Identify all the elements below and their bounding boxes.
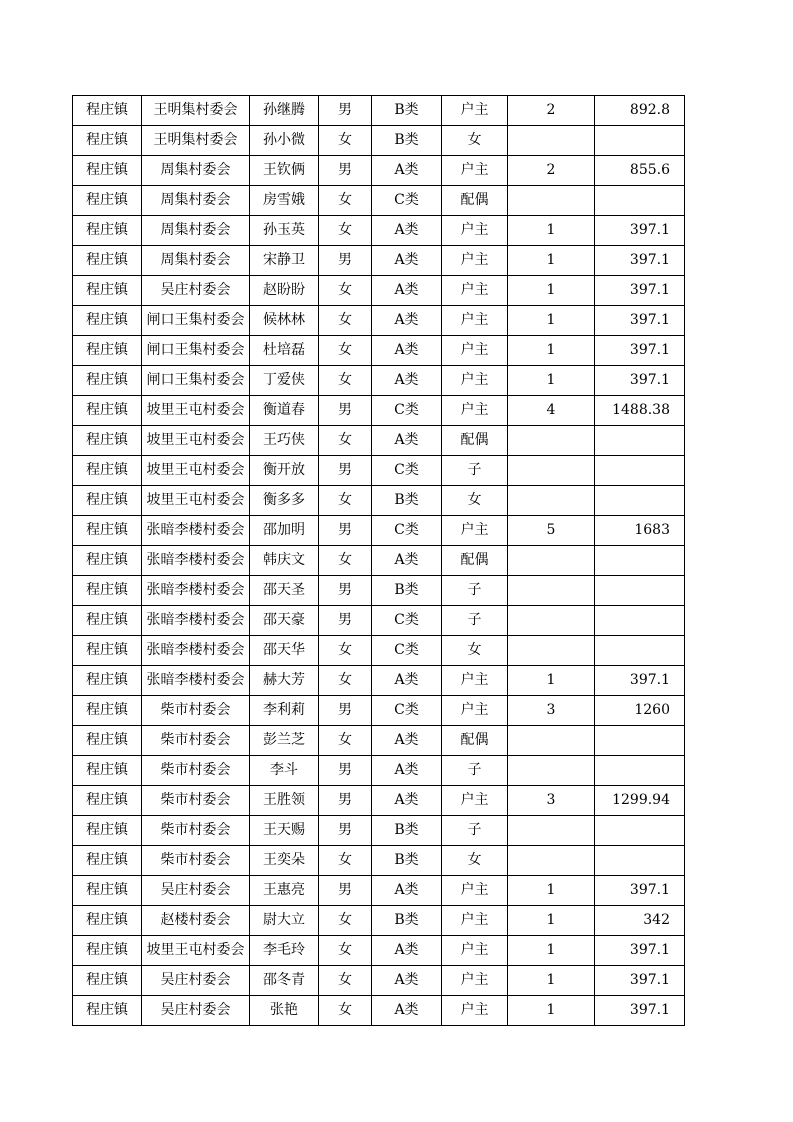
gender-cell: 男	[319, 816, 372, 846]
name-cell: 孙继腾	[250, 96, 319, 126]
town-cell: 程庄镇	[73, 396, 142, 426]
amount-cell: 397.1	[595, 306, 685, 336]
gender-cell: 女	[319, 336, 372, 366]
name-cell: 候林林	[250, 306, 319, 336]
table-row	[73, 666, 685, 696]
relation-cell: 配偶	[442, 426, 508, 456]
count-cell	[508, 576, 595, 606]
village-cell: 张暗李楼村委会	[142, 606, 250, 636]
town-cell: 程庄镇	[73, 726, 142, 756]
table-row	[73, 366, 685, 396]
gender-cell: 女	[319, 846, 372, 876]
town-cell: 程庄镇	[73, 486, 142, 516]
amount-cell: 1299.94	[595, 786, 685, 816]
amount-cell: 397.1	[595, 276, 685, 306]
gender-cell: 女	[319, 426, 372, 456]
town-cell: 程庄镇	[73, 336, 142, 366]
category-cell: B类	[372, 576, 442, 606]
category-cell: A类	[372, 546, 442, 576]
name-cell: 李利莉	[250, 696, 319, 726]
count-cell: 1	[508, 906, 595, 936]
town-cell: 程庄镇	[73, 666, 142, 696]
table-row	[73, 846, 685, 876]
relation-cell: 户主	[442, 366, 508, 396]
table-row	[73, 456, 685, 486]
table-row	[73, 906, 685, 936]
category-cell: A类	[372, 366, 442, 396]
village-cell: 吴庄村委会	[142, 996, 250, 1026]
town-cell: 程庄镇	[73, 636, 142, 666]
category-cell: B类	[372, 906, 442, 936]
amount-cell	[595, 426, 685, 456]
name-cell: 邵天华	[250, 636, 319, 666]
table-row	[73, 636, 685, 666]
amount-cell: 397.1	[595, 966, 685, 996]
table-row	[73, 546, 685, 576]
count-cell	[508, 126, 595, 156]
amount-cell: 397.1	[595, 366, 685, 396]
table-row	[73, 576, 685, 606]
village-cell: 柴市村委会	[142, 726, 250, 756]
table-row	[73, 996, 685, 1026]
town-cell: 程庄镇	[73, 786, 142, 816]
gender-cell: 男	[319, 756, 372, 786]
category-cell: A类	[372, 216, 442, 246]
relation-cell: 户主	[442, 96, 508, 126]
amount-cell: 1683	[595, 516, 685, 546]
count-cell: 1	[508, 876, 595, 906]
table-row	[73, 936, 685, 966]
category-cell: B类	[372, 126, 442, 156]
village-cell: 柴市村委会	[142, 756, 250, 786]
category-cell: A类	[372, 306, 442, 336]
table-row	[73, 816, 685, 846]
relation-cell: 户主	[442, 216, 508, 246]
name-cell: 赫大芳	[250, 666, 319, 696]
name-cell: 彭兰芝	[250, 726, 319, 756]
gender-cell: 女	[319, 366, 372, 396]
gender-cell: 女	[319, 186, 372, 216]
name-cell: 孙小微	[250, 126, 319, 156]
village-cell: 坡里王屯村委会	[142, 936, 250, 966]
table-row	[73, 606, 685, 636]
category-cell: C类	[372, 396, 442, 426]
table-row	[73, 516, 685, 546]
count-cell	[508, 846, 595, 876]
count-cell	[508, 426, 595, 456]
count-cell: 1	[508, 366, 595, 396]
gender-cell: 男	[319, 396, 372, 426]
village-cell: 张暗李楼村委会	[142, 576, 250, 606]
amount-cell	[595, 816, 685, 846]
gender-cell: 男	[319, 96, 372, 126]
count-cell: 1	[508, 306, 595, 336]
count-cell	[508, 456, 595, 486]
amount-cell: 342	[595, 906, 685, 936]
town-cell: 程庄镇	[73, 846, 142, 876]
count-cell	[508, 606, 595, 636]
town-cell: 程庄镇	[73, 576, 142, 606]
gender-cell: 男	[319, 516, 372, 546]
category-cell: B类	[372, 96, 442, 126]
amount-cell	[595, 486, 685, 516]
gender-cell: 男	[319, 246, 372, 276]
category-cell: A类	[372, 786, 442, 816]
amount-cell	[595, 726, 685, 756]
relation-cell: 女	[442, 486, 508, 516]
table-row	[73, 786, 685, 816]
amount-cell: 855.6	[595, 156, 685, 186]
name-cell: 孙玉英	[250, 216, 319, 246]
name-cell: 李毛玲	[250, 936, 319, 966]
town-cell: 程庄镇	[73, 186, 142, 216]
relation-cell: 户主	[442, 396, 508, 426]
relation-cell: 户主	[442, 906, 508, 936]
table-row	[73, 306, 685, 336]
category-cell: C类	[372, 636, 442, 666]
gender-cell: 女	[319, 666, 372, 696]
name-cell: 宋静卫	[250, 246, 319, 276]
name-cell: 赵盼盼	[250, 276, 319, 306]
amount-cell	[595, 606, 685, 636]
relation-cell: 配偶	[442, 546, 508, 576]
table-row	[73, 276, 685, 306]
table-row	[73, 396, 685, 426]
category-cell: C类	[372, 516, 442, 546]
table-row	[73, 696, 685, 726]
relation-cell: 户主	[442, 936, 508, 966]
gender-cell: 女	[319, 936, 372, 966]
relation-cell: 户主	[442, 516, 508, 546]
count-cell: 1	[508, 996, 595, 1026]
count-cell	[508, 636, 595, 666]
name-cell: 尉大立	[250, 906, 319, 936]
category-cell: C类	[372, 606, 442, 636]
town-cell: 程庄镇	[73, 756, 142, 786]
table-body	[73, 96, 685, 1026]
table-row	[73, 216, 685, 246]
gender-cell: 男	[319, 876, 372, 906]
count-cell: 1	[508, 966, 595, 996]
amount-cell: 397.1	[595, 876, 685, 906]
town-cell: 程庄镇	[73, 456, 142, 486]
town-cell: 程庄镇	[73, 426, 142, 456]
town-cell: 程庄镇	[73, 696, 142, 726]
name-cell: 丁爱侠	[250, 366, 319, 396]
village-cell: 闸口王集村委会	[142, 306, 250, 336]
town-cell: 程庄镇	[73, 126, 142, 156]
relation-cell: 户主	[442, 876, 508, 906]
count-cell	[508, 186, 595, 216]
gender-cell: 女	[319, 546, 372, 576]
relation-cell: 户主	[442, 336, 508, 366]
village-cell: 张暗李楼村委会	[142, 516, 250, 546]
relation-cell: 女	[442, 636, 508, 666]
amount-cell: 1260	[595, 696, 685, 726]
name-cell: 王胜领	[250, 786, 319, 816]
relation-cell: 户主	[442, 276, 508, 306]
amount-cell: 397.1	[595, 996, 685, 1026]
village-cell: 闸口王集村委会	[142, 336, 250, 366]
village-cell: 周集村委会	[142, 216, 250, 246]
relation-cell: 户主	[442, 696, 508, 726]
amount-cell: 397.1	[595, 216, 685, 246]
category-cell: A类	[372, 336, 442, 366]
gender-cell: 女	[319, 726, 372, 756]
relation-cell: 配偶	[442, 186, 508, 216]
village-cell: 周集村委会	[142, 246, 250, 276]
category-cell: B类	[372, 816, 442, 846]
relation-cell: 子	[442, 576, 508, 606]
name-cell: 邵冬青	[250, 966, 319, 996]
count-cell: 4	[508, 396, 595, 426]
category-cell: A类	[372, 666, 442, 696]
town-cell: 程庄镇	[73, 276, 142, 306]
count-cell: 1	[508, 936, 595, 966]
count-cell: 1	[508, 216, 595, 246]
relation-cell: 女	[442, 126, 508, 156]
relation-cell: 子	[442, 816, 508, 846]
relation-cell: 配偶	[442, 726, 508, 756]
count-cell: 3	[508, 696, 595, 726]
town-cell: 程庄镇	[73, 966, 142, 996]
village-cell: 吴庄村委会	[142, 276, 250, 306]
amount-cell	[595, 846, 685, 876]
count-cell	[508, 486, 595, 516]
village-cell: 柴市村委会	[142, 696, 250, 726]
gender-cell: 女	[319, 906, 372, 936]
village-cell: 坡里王屯村委会	[142, 426, 250, 456]
table-row	[73, 186, 685, 216]
village-cell: 柴市村委会	[142, 786, 250, 816]
town-cell: 程庄镇	[73, 156, 142, 186]
category-cell: A类	[372, 246, 442, 276]
name-cell: 张艳	[250, 996, 319, 1026]
category-cell: A类	[372, 156, 442, 186]
village-cell: 坡里王屯村委会	[142, 456, 250, 486]
amount-cell	[595, 756, 685, 786]
category-cell: A类	[372, 966, 442, 996]
amount-cell	[595, 576, 685, 606]
town-cell: 程庄镇	[73, 936, 142, 966]
town-cell: 程庄镇	[73, 606, 142, 636]
count-cell: 2	[508, 96, 595, 126]
amount-cell: 892.8	[595, 96, 685, 126]
gender-cell: 男	[319, 786, 372, 816]
count-cell	[508, 816, 595, 846]
category-cell: A类	[372, 726, 442, 756]
relation-cell: 女	[442, 846, 508, 876]
relation-cell: 户主	[442, 966, 508, 996]
village-cell: 柴市村委会	[142, 846, 250, 876]
amount-cell	[595, 456, 685, 486]
relation-cell: 户主	[442, 306, 508, 336]
name-cell: 杜培磊	[250, 336, 319, 366]
name-cell: 邵加明	[250, 516, 319, 546]
category-cell: A类	[372, 756, 442, 786]
category-cell: A类	[372, 426, 442, 456]
table-row	[73, 126, 685, 156]
village-cell: 坡里王屯村委会	[142, 396, 250, 426]
count-cell: 1	[508, 246, 595, 276]
table-row	[73, 726, 685, 756]
table-row	[73, 336, 685, 366]
table-row	[73, 876, 685, 906]
count-cell: 1	[508, 666, 595, 696]
village-cell: 吴庄村委会	[142, 876, 250, 906]
village-cell: 坡里王屯村委会	[142, 486, 250, 516]
relation-cell: 户主	[442, 996, 508, 1026]
village-cell: 赵楼村委会	[142, 906, 250, 936]
name-cell: 王巧侠	[250, 426, 319, 456]
category-cell: A类	[372, 276, 442, 306]
town-cell: 程庄镇	[73, 246, 142, 276]
town-cell: 程庄镇	[73, 216, 142, 246]
count-cell: 1	[508, 336, 595, 366]
table-row	[73, 246, 685, 276]
count-cell	[508, 756, 595, 786]
count-cell: 1	[508, 276, 595, 306]
town-cell: 程庄镇	[73, 996, 142, 1026]
category-cell: A类	[372, 936, 442, 966]
gender-cell: 男	[319, 576, 372, 606]
town-cell: 程庄镇	[73, 876, 142, 906]
gender-cell: 女	[319, 126, 372, 156]
town-cell: 程庄镇	[73, 906, 142, 936]
table-row	[73, 426, 685, 456]
name-cell: 韩庆文	[250, 546, 319, 576]
name-cell: 衡道春	[250, 396, 319, 426]
relation-cell: 户主	[442, 156, 508, 186]
gender-cell: 女	[319, 276, 372, 306]
amount-cell: 397.1	[595, 336, 685, 366]
relation-cell: 子	[442, 606, 508, 636]
town-cell: 程庄镇	[73, 306, 142, 336]
category-cell: A类	[372, 996, 442, 1026]
village-cell: 闸口王集村委会	[142, 366, 250, 396]
count-cell: 5	[508, 516, 595, 546]
name-cell: 衡多多	[250, 486, 319, 516]
town-cell: 程庄镇	[73, 366, 142, 396]
village-cell: 周集村委会	[142, 156, 250, 186]
town-cell: 程庄镇	[73, 546, 142, 576]
name-cell: 李斗	[250, 756, 319, 786]
relation-cell: 子	[442, 756, 508, 786]
relation-cell: 户主	[442, 246, 508, 276]
table-row	[73, 756, 685, 786]
amount-cell	[595, 126, 685, 156]
amount-cell: 397.1	[595, 246, 685, 276]
gender-cell: 男	[319, 156, 372, 186]
category-cell: C类	[372, 696, 442, 726]
table-row	[73, 966, 685, 996]
gender-cell: 女	[319, 486, 372, 516]
village-cell: 张暗李楼村委会	[142, 636, 250, 666]
count-cell	[508, 726, 595, 756]
name-cell: 邵天豪	[250, 606, 319, 636]
name-cell: 王天赐	[250, 816, 319, 846]
gender-cell: 女	[319, 216, 372, 246]
gender-cell: 女	[319, 996, 372, 1026]
category-cell: C类	[372, 186, 442, 216]
category-cell: B类	[372, 846, 442, 876]
table-row	[73, 96, 685, 126]
amount-cell	[595, 186, 685, 216]
name-cell: 衡开放	[250, 456, 319, 486]
amount-cell: 397.1	[595, 936, 685, 966]
village-cell: 张暗李楼村委会	[142, 666, 250, 696]
village-cell: 王明集村委会	[142, 126, 250, 156]
name-cell: 王钦俩	[250, 156, 319, 186]
town-cell: 程庄镇	[73, 816, 142, 846]
gender-cell: 女	[319, 636, 372, 666]
relation-cell: 户主	[442, 666, 508, 696]
town-cell: 程庄镇	[73, 96, 142, 126]
village-cell: 吴庄村委会	[142, 966, 250, 996]
village-cell: 柴市村委会	[142, 816, 250, 846]
amount-cell: 397.1	[595, 666, 685, 696]
town-cell: 程庄镇	[73, 516, 142, 546]
count-cell: 3	[508, 786, 595, 816]
village-cell: 王明集村委会	[142, 96, 250, 126]
gender-cell: 女	[319, 306, 372, 336]
amount-cell	[595, 546, 685, 576]
amount-cell	[595, 636, 685, 666]
gender-cell: 男	[319, 696, 372, 726]
relation-cell: 子	[442, 456, 508, 486]
table-row	[73, 486, 685, 516]
name-cell: 房雪娥	[250, 186, 319, 216]
data-table	[72, 95, 685, 1026]
gender-cell: 男	[319, 606, 372, 636]
amount-cell: 1488.38	[595, 396, 685, 426]
table-row	[73, 156, 685, 186]
name-cell: 邵天圣	[250, 576, 319, 606]
relation-cell: 户主	[442, 786, 508, 816]
village-cell: 周集村委会	[142, 186, 250, 216]
count-cell: 2	[508, 156, 595, 186]
category-cell: A类	[372, 876, 442, 906]
gender-cell: 女	[319, 966, 372, 996]
name-cell: 王奕朵	[250, 846, 319, 876]
category-cell: C类	[372, 456, 442, 486]
gender-cell: 男	[319, 456, 372, 486]
count-cell	[508, 546, 595, 576]
village-cell: 张暗李楼村委会	[142, 546, 250, 576]
name-cell: 王惠亮	[250, 876, 319, 906]
category-cell: B类	[372, 486, 442, 516]
